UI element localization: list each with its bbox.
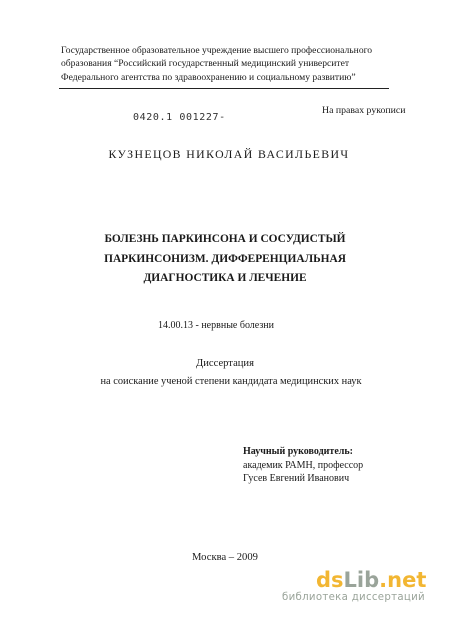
logo-part-ds: ds — [316, 568, 344, 592]
logo-part-net: .net — [379, 568, 427, 592]
document-type: Диссертация — [196, 358, 254, 369]
degree-line: на соискание ученой степени кандидата медицинских наук — [100, 376, 362, 387]
logo-part-lib: Lib — [343, 568, 380, 592]
supervisor-name: Гусев Евгений Иванович — [243, 473, 350, 484]
watermark-subtitle: библиотека диссертаций — [282, 592, 425, 603]
institution-line-3: Федерального агентства по здравоохранению и социальному развитию” — [61, 71, 356, 83]
institution-header — [61, 44, 372, 84]
dissertation-title — [0, 230, 450, 289]
city-year: Москва – 2009 — [192, 552, 258, 563]
supervisor-label: Научный руководитель: — [243, 446, 353, 457]
specialty-code: 14.00.13 - нервные болезни — [158, 320, 275, 331]
supervisor-block — [243, 445, 363, 486]
author-name: КУЗНЕЦОВ НИКОЛАЙ ВАСИЛЬЕВИЧ — [108, 147, 350, 161]
watermark — [282, 568, 427, 603]
title-line-3: ДИАГНОСТИКА И ЛЕЧЕНИЕ — [143, 272, 307, 284]
institution-line-1: Государственное образовательное учреждение высшего профессионального — [61, 45, 373, 56]
title-line-2: ПАРКИНСОНИЗМ. ДИФФЕРЕНЦИАЛЬНАЯ — [104, 252, 346, 265]
title-line-1: БОЛЕЗНЬ ПАРКИНСОНА И СОСУДИСТЫЙ — [104, 233, 346, 245]
institution-line-2: образования “Российский государственный медицинский университет — [61, 58, 350, 70]
registration-code: 0420.1 001227- — [133, 112, 226, 123]
watermark-logo — [316, 568, 426, 592]
header-divider — [59, 88, 389, 89]
rights-note: На правах рукописи — [322, 105, 406, 116]
supervisor-title: академик РАМН, профессор — [243, 459, 364, 471]
